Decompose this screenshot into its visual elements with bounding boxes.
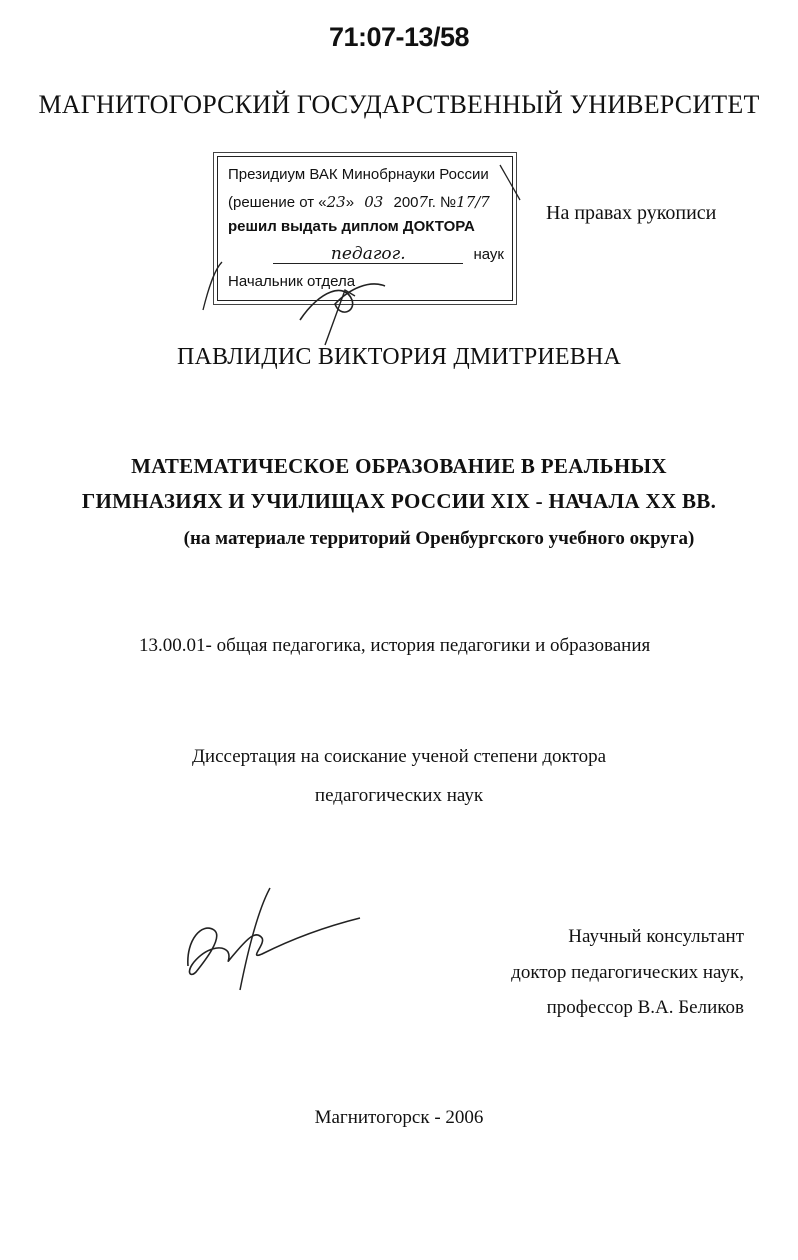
stamp-decision-number-label: г. № <box>428 194 457 211</box>
title-line-2: ГИМНАЗИЯХ И УЧИЛИЩАХ РОССИИ XIX - НАЧАЛА XX ВВ. <box>81 489 717 513</box>
stamp-decision-month: 03 <box>364 193 384 211</box>
stamp-decision-quote: » <box>345 194 355 211</box>
stamp-decision-prefix: (решение от « <box>228 194 327 211</box>
stamp-line-head: Начальник отдела <box>228 273 356 290</box>
stamp-decision-day: 23 <box>326 193 346 211</box>
stamp-line-award: решил выдать диплом ДОКТОРА <box>228 218 475 235</box>
title-subtitle: (на материале территорий Оренбургского учебного округа) <box>183 528 695 549</box>
stamp-decision-year-prefix: 200 <box>393 194 419 211</box>
author-name: ПАВЛИДИС ВИКТОРИЯ ДМИТРИЕВНА <box>176 344 622 370</box>
stamp-decision-number: 17/7 <box>456 193 490 211</box>
stamp-field-suffix: наук <box>473 246 504 263</box>
stamp-corner-mark-2 <box>500 165 520 200</box>
rights-note: На правах рукописи <box>546 202 717 224</box>
document-code: 71:07-13/58 <box>328 22 470 52</box>
stamp-signature <box>300 284 385 320</box>
stamp-corner-mark <box>203 262 222 310</box>
consultant-degree: доктор педагогических наук, <box>511 962 744 983</box>
dissertation-line-1: Диссертация на соискание ученой степени доктора <box>191 746 607 767</box>
consultant-label: Научный консультант <box>568 926 744 947</box>
specialty-code: 13.00.01- общая педагогика, история педагогики и образования <box>139 635 651 656</box>
stamp-field-handwritten: педагог. <box>273 246 463 264</box>
author-signature-stroke <box>240 888 270 990</box>
city-year: Магнитогорск - 2006 <box>314 1107 484 1128</box>
author-signature <box>188 918 360 974</box>
university-name: МАГНИТОГОРСКИЙ ГОСУДАРСТВЕННЫЙ УНИВЕРСИТЕТ <box>38 90 760 119</box>
dissertation-line-2: педагогических наук <box>314 785 484 806</box>
consultant-name: профессор В.А. Беликов <box>546 997 744 1018</box>
stamp-line-presidium: Президиум ВАК Минобрнауки России <box>228 166 489 183</box>
stamp-decision-year-digit: 7 <box>418 193 429 211</box>
title-line-1: МАТЕМАТИЧЕСКОЕ ОБРАЗОВАНИЕ В РЕАЛЬНЫХ <box>131 454 667 478</box>
